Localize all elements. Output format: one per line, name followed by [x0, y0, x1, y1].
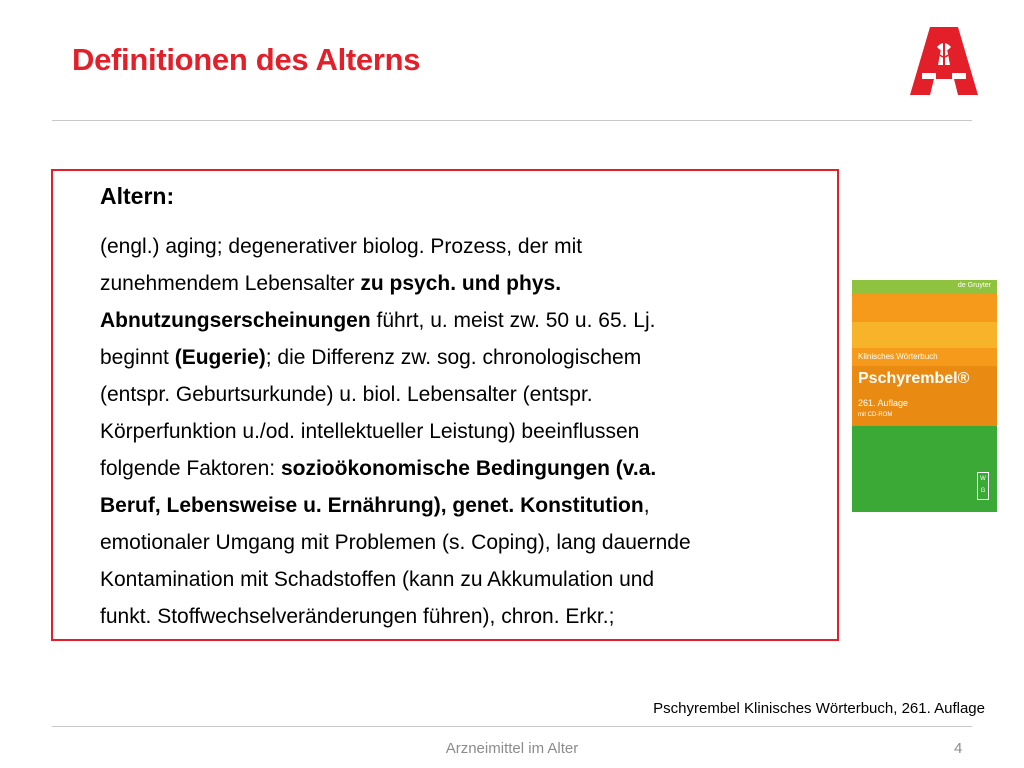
definition-line: [100, 376, 830, 413]
definition-emphasis: sozioökonomische Bedingungen (v.a.: [280, 457, 657, 480]
definition-term: Altern:: [100, 183, 175, 209]
slide-title: Definitionen des Alterns: [72, 42, 421, 77]
footer-title: Arzneimittel im Alter: [445, 740, 579, 757]
definition-segment: (engl.) aging; degenerativer biolog. Prozess, der mit: [100, 235, 583, 258]
book-edition: 261. Auflage: [858, 398, 909, 408]
definition-segment: beginnt: [100, 346, 175, 369]
book-publisher-mark: W G: [977, 472, 989, 500]
definition-segment: Kontamination mit Schadstoffen (kann zu Akkumulation und: [100, 568, 655, 591]
definition-emphasis: Beruf, Lebensweise u. Ernährung), genet. Konstitution: [100, 494, 644, 517]
page-number: 4: [954, 740, 963, 757]
book-publisher: de Gruyter: [957, 282, 991, 289]
definition-segment: zunehmendem Lebensalter: [100, 272, 361, 295]
apotheke-a-logo-icon: [910, 25, 978, 97]
definition-segment: folgende Faktoren:: [100, 457, 281, 480]
definition-segment: (entspr. Geburtsurkunde) u. biol. Lebensalter (entspr.: [100, 383, 593, 406]
definition-line: [100, 561, 830, 598]
definition-line: [100, 302, 830, 339]
definition-segment: führt, u. meist zw. 50 u. 65. Lj.: [370, 309, 656, 332]
book-subtitle: Klinisches Wörterbuch: [858, 352, 938, 361]
book-cover-image: [852, 280, 997, 512]
definition-emphasis: Abnutzungserscheinungen: [100, 309, 371, 332]
definition-emphasis: (Eugerie): [174, 346, 266, 369]
definition-segment: emotionaler Umgang mit Problemen (s. Coping), lang dauernde: [100, 531, 691, 554]
definition-line: [100, 450, 830, 487]
definition-line: [100, 487, 830, 524]
definition-segment: funkt. Stoffwechselveränderungen führen), chron. Erkr.;: [100, 605, 615, 628]
definition-line: [100, 598, 830, 635]
book-extra: mit CD-ROM: [858, 412, 893, 418]
definition-segment: Körperfunktion u./od. intellektueller Leistung) beeinflussen: [100, 420, 640, 443]
definition-line: [100, 524, 830, 561]
definition-line: [100, 339, 830, 376]
header-divider: [52, 120, 972, 121]
definition-text: [100, 228, 830, 635]
definition-line: [100, 413, 830, 450]
book-name: Pschyrembel®: [858, 370, 970, 387]
definition-segment: ,: [643, 494, 650, 517]
footer-divider: [52, 726, 972, 727]
image-caption: Pschyrembel Klinisches Wörterbuch, 261. Auflage: [653, 700, 985, 717]
definition-emphasis: zu psych. und phys.: [360, 272, 562, 295]
definition-line: [100, 265, 830, 302]
definition-line: [100, 228, 830, 265]
definition-segment: ; die Differenz zw. sog. chronologischem: [265, 346, 642, 369]
